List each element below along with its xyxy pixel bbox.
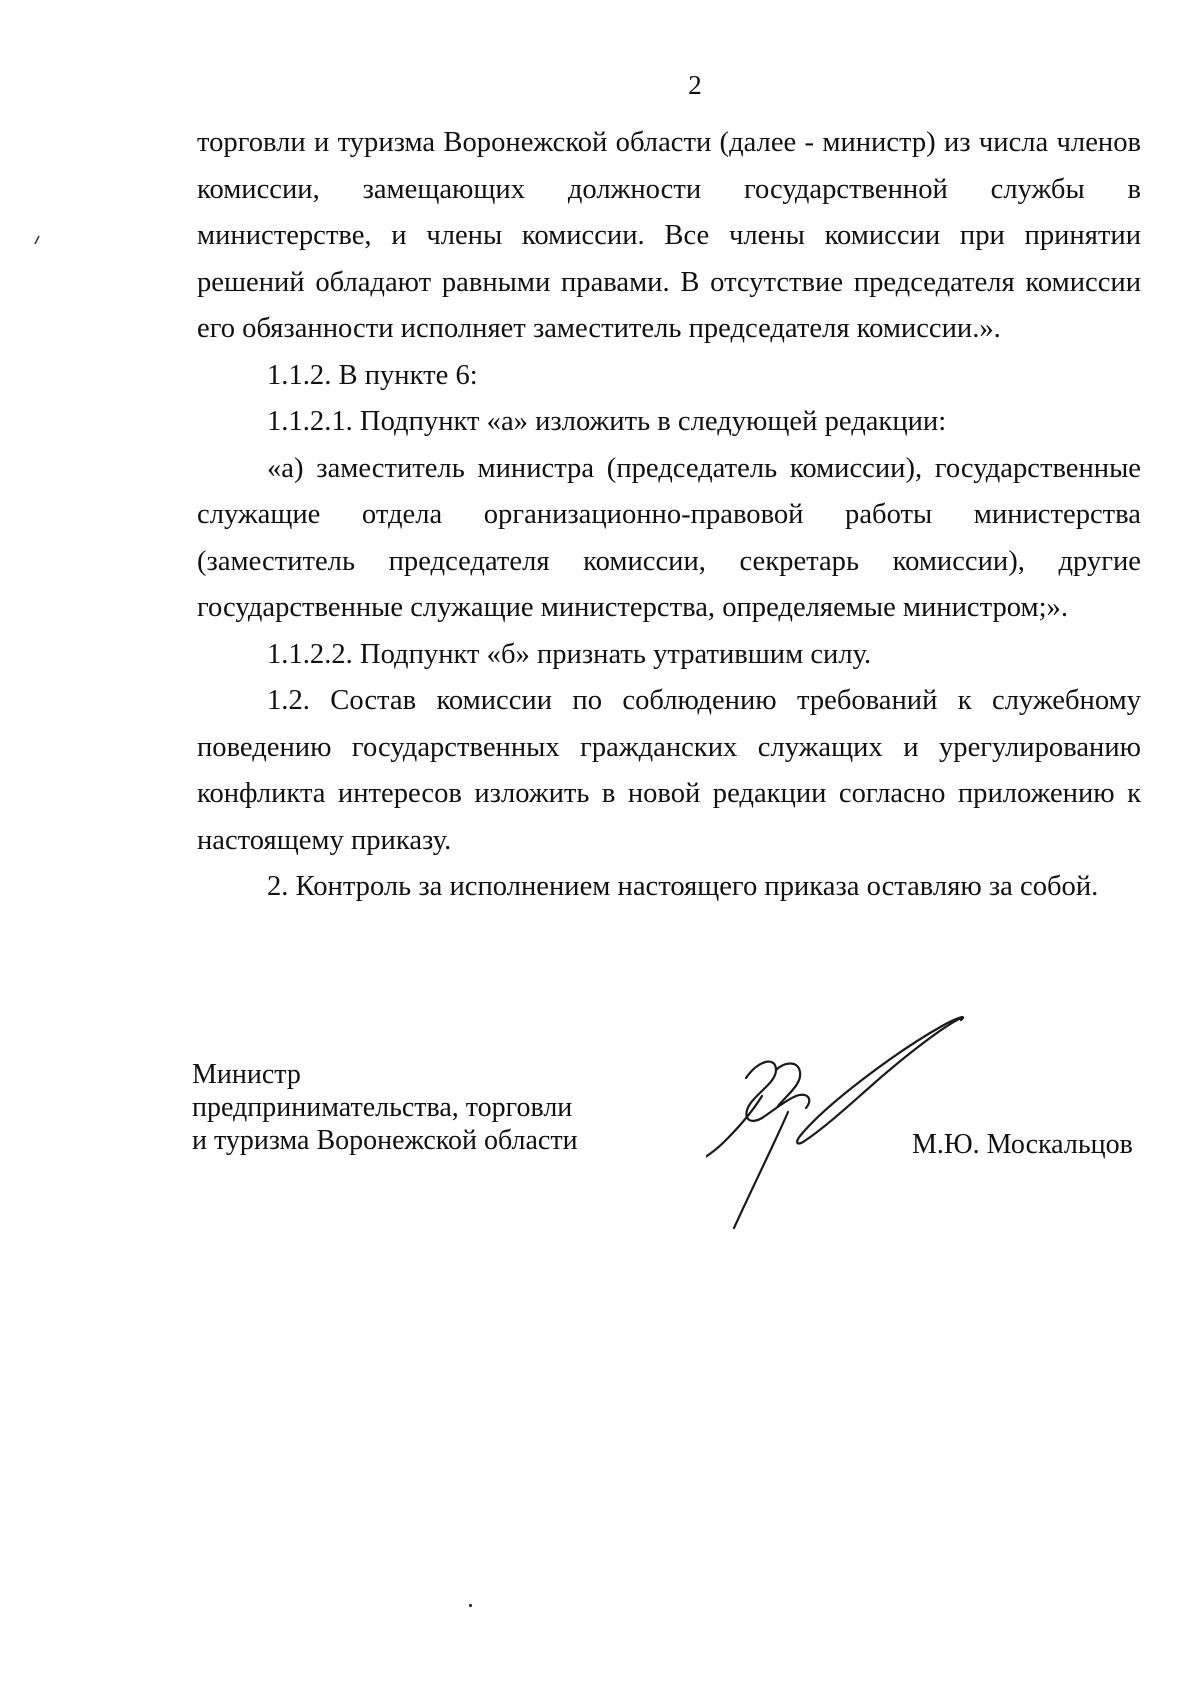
position-line: и туризма Воронежской области	[192, 1125, 578, 1156]
paragraph-clause-2: 2. Контроль за исполнением настоящего приказа оставляю за собой.	[267, 871, 1099, 902]
paragraph-clause-1-1-2-1: 1.1.2.1. Подпункт «а» изложить в следующей редакции:	[267, 406, 947, 437]
signer-name: М.Ю. Москальцов	[912, 1129, 1133, 1160]
document-body	[197, 120, 1141, 911]
paragraph-clause-1-2: 1.2. Состав комиссии по соблюдению требований к служебному поведению государственных гражданских служащих и урегулированию конфликта интересов изложить в новой редакции согласно приложению к настоящему приказу.	[197, 685, 1141, 856]
handwritten-signature	[706, 1000, 976, 1230]
scan-speck	[468, 1595, 473, 1600]
scan-speck	[34, 232, 40, 242]
paragraph-clause-1-1-2: 1.1.2. В пункте 6:	[267, 359, 478, 391]
position-line: Министр	[192, 1059, 301, 1090]
paragraph-subclause-a: «а) заместитель министра (председатель комиссии), государственные служащие отдела организационно-правовой работы министерства (заместитель председателя комиссии, секретарь комиссии), другие государственные служащие министерства, определяемые министром;».	[197, 452, 1141, 623]
paragraph-continuation: торговли и туризма Воронежской области (далее - министр) из числа членов комиссии, замещающих должности государственной службы в министерстве, и члены комиссии. Все члены комиссии при принятии решений обладают равными правами. В отсутствие председателя комиссии его обязанности исполняет заместитель председателя комиссии.».	[197, 127, 1141, 344]
position-line: предпринимательства, торговли	[192, 1092, 573, 1123]
paragraph-clause-1-1-2-2: 1.1.2.2. Подпункт «б» признать утратившим силу.	[267, 638, 872, 670]
page-number: 2	[688, 70, 702, 100]
signatory-position	[192, 1058, 612, 1157]
